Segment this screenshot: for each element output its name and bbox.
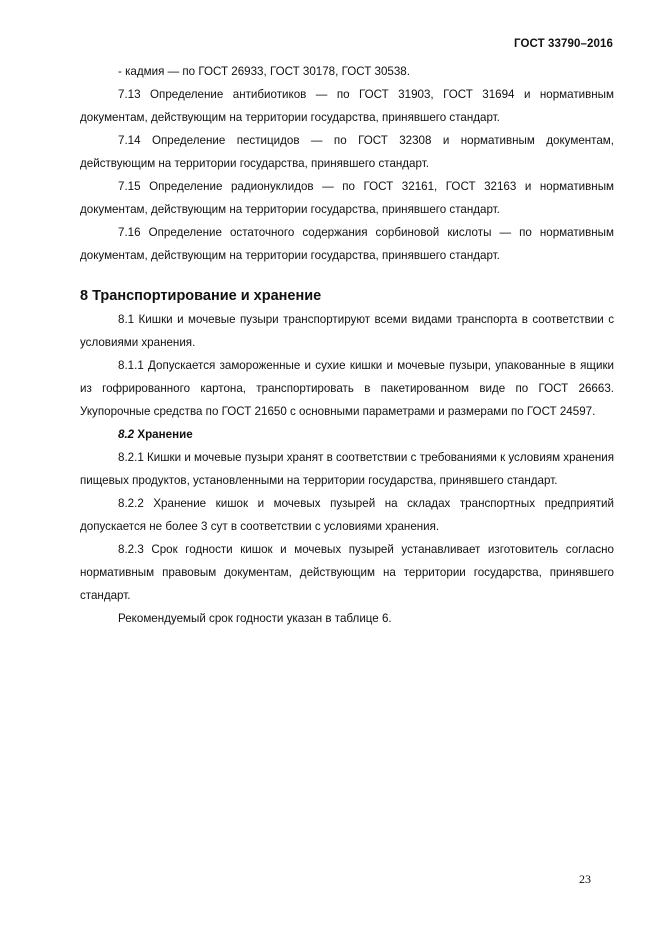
paragraph-7-13: 7.13 Определение антибиотиков — по ГОСТ 31903, ГОСТ 31694 и нормативным документам, действующим на территории государства, принявшего стандарт. bbox=[80, 88, 614, 124]
paragraph-7-16: 7.16 Определение остаточного содержания сорбиновой кислоты — по нормативным документам, действующим на территории государства, принявшего стандарт. bbox=[80, 226, 614, 262]
paragraph-8-2-3: 8.2.3 Срок годности кишок и мочевых пузырей устанавливает изготовитель согласно нормативным правовым документам, действующим на территории государства, принявшего стандарт. bbox=[80, 543, 614, 602]
document-code-header: ГОСТ 33790–2016 bbox=[513, 38, 613, 50]
paragraph-8-1-1: 8.1.1 Допускается замороженные и сухие кишки и мочевые пузыри, упакованные в ящики из гофрированного картона, транспортировать в пакетированном виде по ГОСТ 26663. Укупорочные средства по ГОСТ 21650 с основными параметрами и размерами по ГОСТ 24597. bbox=[80, 359, 614, 418]
document-body bbox=[80, 60, 614, 630]
page-number: 23 bbox=[579, 872, 591, 886]
paragraph-7-15: 7.15 Определение радионуклидов — по ГОСТ 32161, ГОСТ 32163 и нормативным документам, действующим на территории государства, принявшего стандарт. bbox=[80, 180, 614, 216]
paragraph-8-2-2: 8.2.2 Хранение кишок и мочевых пузырей на складах транспортных предприятий допускается не более 3 сут в соответствии с условиями хранения. bbox=[80, 497, 614, 533]
paragraph-8-1: 8.1 Кишки и мочевые пузыри транспортируют всеми видами транспорта в соответствии с условиями хранения. bbox=[80, 313, 614, 349]
subsection-number: 8.2 bbox=[118, 428, 135, 441]
subsection-8-2-heading bbox=[80, 423, 614, 446]
section-8-heading: 8 Транспортирование и хранение bbox=[80, 288, 322, 304]
paragraph-cadmium: - кадмия — по ГОСТ 26933, ГОСТ 30178, ГОСТ 30538. bbox=[118, 65, 410, 78]
subsection-title: Хранение bbox=[137, 428, 193, 441]
paragraph-8-2-1: 8.2.1 Кишки и мочевые пузыри хранят в соответствии с требованиями к условиям хранения пищевых продуктов, установленными на территории государства, принявшего стандарт. bbox=[80, 451, 614, 487]
paragraph-shelf-life: Рекомендуемый срок годности указан в таблице 6. bbox=[118, 612, 392, 625]
paragraph-7-14: 7.14 Определение пестицидов — по ГОСТ 32308 и нормативным документам, действующим на территории государства, принявшего стандарт. bbox=[80, 134, 614, 170]
